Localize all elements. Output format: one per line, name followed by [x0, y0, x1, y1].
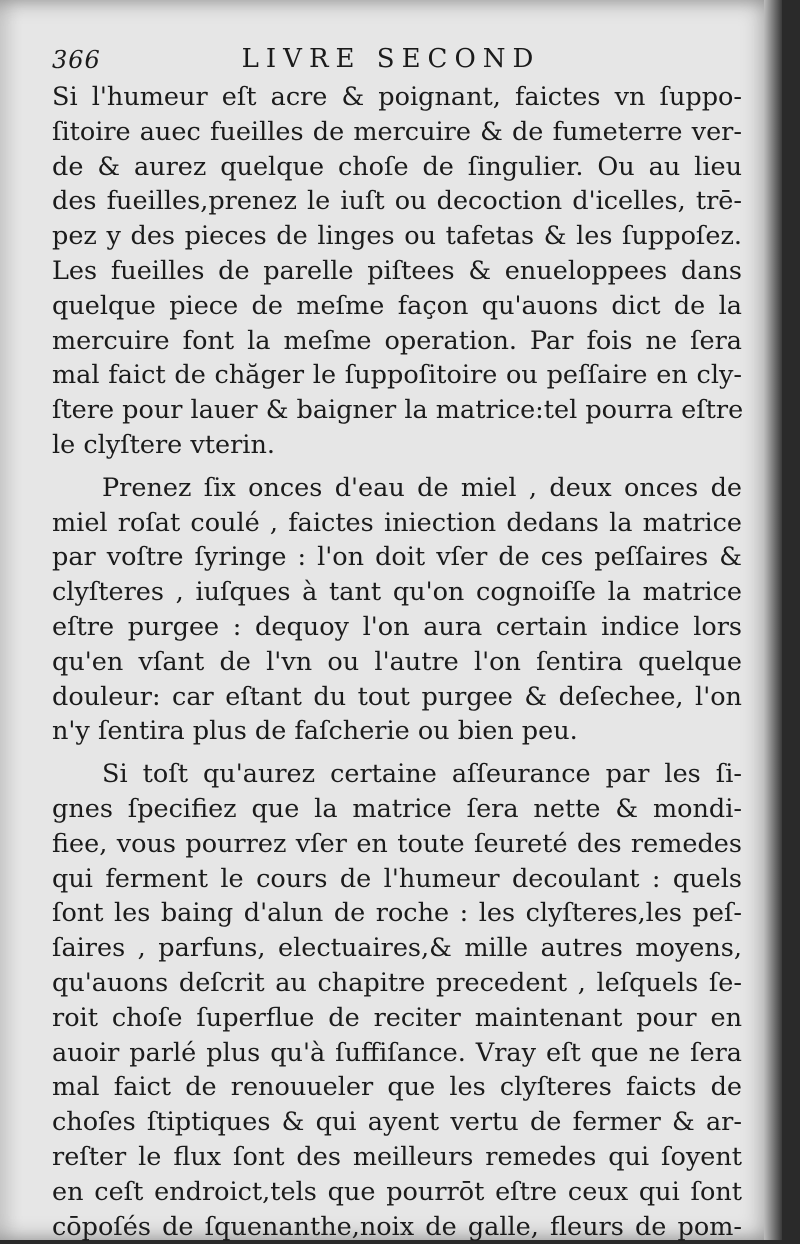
- text-line: reſter le flux ſont des meilleurs remedes qui ſoyent: [52, 1140, 742, 1175]
- page-number: 366: [52, 46, 101, 74]
- text-line: qu'auons deſcrit au chapitre precedent , leſquels ſe-: [52, 966, 742, 1001]
- paragraph-start-line: Prenez ſix onces d'eau de miel , deux onces de: [52, 471, 742, 506]
- text-line: eſtre purgee : dequoy l'on aura certain indice lors: [52, 610, 742, 645]
- running-head: LIVRE SECOND: [0, 44, 782, 74]
- text-line: clyſteres , iuſques à tant qu'on cognoiſſe la matrice: [52, 575, 742, 610]
- text-line: fiee, vous pourrez vſer en toute ſeureté des remedes: [52, 827, 742, 862]
- text-line: quelque piece de meſme façon qu'auons dict de la: [52, 289, 742, 324]
- text-line: par voſtre ſyringe : l'on doit vſer de ces peſſaires &: [52, 540, 742, 575]
- text-line: auoir parlé plus qu'à ſuffiſance. Vray eſt que ne ſera: [52, 1036, 742, 1071]
- text-line: n'y ſentira plus de faſcherie ou bien peu.: [52, 714, 742, 749]
- text-line: mal faict de renouueler que les clyſteres faicts de: [52, 1070, 742, 1105]
- text-line: miel roſat coulé , faictes iniection dedans la matrice: [52, 506, 742, 541]
- text-line: gnes ſpecifiez que la matrice ſera nette & mondi-: [52, 792, 742, 827]
- text-line: choſes ſtiptiques & qui ayent vertu de fermer & ar-: [52, 1105, 742, 1140]
- text-line: Si l'humeur eſt acre & poignant, faictes vn ſuppo-: [52, 80, 742, 115]
- text-line: mercuire font la meſme operation. Par fois ne ſera: [52, 324, 742, 359]
- text-line: cōpoſés de ſquenanthe,noix de galle, fleurs de pom-: [52, 1210, 742, 1244]
- page-edge-shadow: [764, 0, 782, 1240]
- text-line: qui ferment le cours de l'humeur decoulant : quels: [52, 862, 742, 897]
- paragraph-start-line: Si toſt qu'aurez certaine aſſeurance par les ſi-: [52, 757, 742, 792]
- text-line: ſtere pour lauer & baigner la matrice:tel pourra eſtre: [52, 393, 742, 428]
- text-line: de & aurez quelque choſe de ſingulier. Ou au lieu: [52, 150, 742, 185]
- text-line: ſitoire auec fueilles de mercuire & de fumeterre ver-: [52, 115, 742, 150]
- text-line: ſaires , parfuns, electuaires,& mille autres moyens,: [52, 931, 742, 966]
- text-line: le clyſtere vterin.: [52, 428, 742, 463]
- text-line: des fueilles,prenez le iuſt ou decoction d'icelles, trē-: [52, 184, 742, 219]
- text-line: mal faict de chăger le ſuppoſitoire ou peſſaire en cly-: [52, 358, 742, 393]
- text-line: roit choſe ſuperflue de reciter maintenant pour en: [52, 1001, 742, 1036]
- text-line: Les fueilles de parelle piſtees & enueloppees dans: [52, 254, 742, 289]
- text-line: douleur: car eſtant du tout purgee & deſechee, l'on: [52, 680, 742, 715]
- text-line: en ceſt endroict,tels que pourrōt eſtre ceux qui ſont: [52, 1175, 742, 1210]
- text-line: qu'en vſant de l'vn ou l'autre l'on ſentira quelque: [52, 645, 742, 680]
- text-line: ſont les baing d'alun de roche : les clyſteres,les peſ-: [52, 896, 742, 931]
- text-line: pez y des pieces de linges ou tafetas & les ſuppoſez.: [52, 219, 742, 254]
- body-text: [52, 80, 742, 1244]
